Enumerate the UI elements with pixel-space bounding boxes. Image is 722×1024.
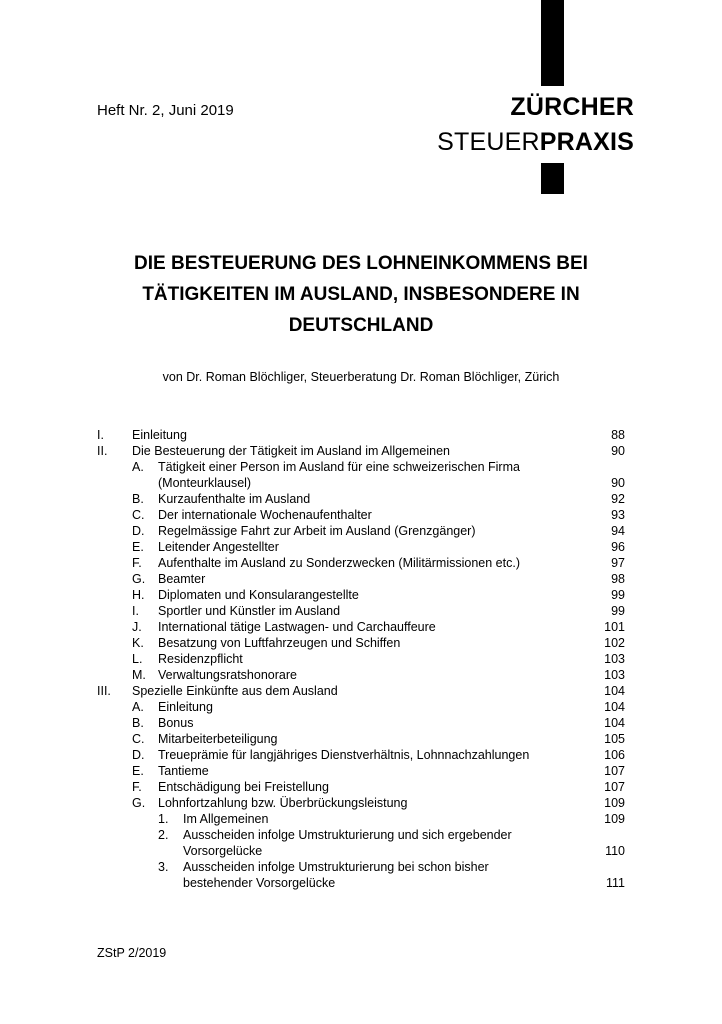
toc-entry-number: B. (132, 492, 144, 506)
toc-entry-number: E. (132, 764, 144, 778)
toc-entry-number: D. (132, 524, 145, 538)
toc-entry (0, 779, 722, 795)
title-line: DEUTSCHLAND (288, 315, 434, 336)
toc-entry-page: 111 (605, 876, 625, 890)
toc-entry (0, 555, 722, 571)
toc-entry (0, 747, 722, 763)
brand-bar-bottom (541, 163, 564, 194)
toc-entry-page: 109 (604, 796, 625, 810)
toc-entry-number: H. (132, 588, 145, 602)
toc-entry-page: 107 (604, 764, 625, 778)
toc-entry (0, 667, 722, 683)
brand-light: STEUER (437, 128, 540, 156)
toc-entry-page: 103 (604, 652, 625, 666)
toc-entry (0, 571, 722, 587)
table-of-contents (0, 427, 722, 891)
toc-entry-page: 103 (604, 668, 625, 682)
title-line: TÄTIGKEITEN IM AUSLAND, INSBESONDERE IN (142, 284, 580, 305)
toc-entry (0, 475, 722, 491)
toc-entry-page: 98 (611, 572, 625, 586)
toc-entry-title: Mitarbeiterbeteiligung (158, 732, 278, 746)
brand-line-2 (437, 128, 634, 157)
toc-entry-number: J. (132, 620, 142, 634)
toc-entry-title: Aufenthalte im Ausland zu Sonderzwecken (Militärmissionen etc.) (158, 556, 520, 570)
toc-entry-number: B. (132, 716, 144, 730)
toc-entry-number: M. (132, 668, 146, 682)
toc-entry-title: Vorsorgelücke (183, 844, 263, 858)
toc-entry (0, 635, 722, 651)
title-line: DIE BESTEUERUNG DES LOHNEINKOMMENS BEI (134, 253, 588, 274)
author-line: von Dr. Roman Blöchliger, Steuerberatung Dr. Roman Blöchliger, Zürich (162, 370, 560, 384)
toc-entry (0, 715, 722, 731)
toc-entry-title: Regelmässige Fahrt zur Arbeit im Ausland (Grenzgänger) (158, 524, 476, 538)
toc-entry-title: Residenzpflicht (158, 652, 243, 666)
toc-entry-page: 104 (604, 716, 625, 730)
toc-entry-title: Beamter (158, 572, 206, 586)
toc-entry-title: International tätige Lastwagen- und Carchauffeure (158, 620, 436, 634)
toc-entry-title: Ausscheiden infolge Umstrukturierung und sich ergebender (183, 828, 512, 842)
toc-entry-page: 96 (611, 540, 625, 554)
brand-line-1: ZÜRCHER (510, 93, 634, 121)
toc-entry (0, 443, 722, 459)
toc-entry (0, 875, 722, 891)
brand-bar-top (541, 0, 564, 86)
toc-entry-title: Diplomaten und Konsularangestellte (158, 588, 359, 602)
toc-entry-number: C. (132, 508, 145, 522)
toc-entry-page: 109 (604, 812, 625, 826)
toc-entry (0, 843, 722, 859)
toc-entry-number: F. (132, 556, 142, 570)
toc-entry-number: L. (132, 652, 143, 666)
toc-entry (0, 523, 722, 539)
toc-entry-title: Bonus (158, 716, 194, 730)
toc-entry-page: 107 (604, 780, 625, 794)
toc-entry (0, 795, 722, 811)
toc-entry-page: 110 (605, 844, 625, 858)
toc-entry-title: Einleitung (158, 700, 213, 714)
toc-entry-number: G. (132, 796, 146, 810)
toc-entry-number: I. (97, 428, 104, 442)
brand-bold: PRAXIS (539, 128, 634, 156)
toc-entry (0, 811, 722, 827)
toc-entry-title: Spezielle Einkünfte aus dem Ausland (132, 684, 338, 698)
toc-entry (0, 651, 722, 667)
toc-entry-page: 101 (604, 620, 625, 634)
toc-entry-title: Besatzung von Luftfahrzeugen und Schiffen (158, 636, 401, 650)
toc-entry-number: D. (132, 748, 145, 762)
toc-entry-page: 93 (611, 508, 625, 522)
toc-entry-title: bestehender Vorsorgelücke (183, 876, 336, 890)
toc-entry (0, 427, 722, 443)
toc-entry-title: Lohnfortzahlung bzw. Überbrückungsleistung (158, 796, 408, 810)
toc-entry-number: K. (132, 636, 144, 650)
toc-entry-page: 92 (611, 492, 625, 506)
toc-entry-title: Kurzaufenthalte im Ausland (158, 492, 311, 506)
toc-entry-title: Einleitung (132, 428, 187, 442)
toc-entry-title: Verwaltungsratshonorare (158, 668, 297, 682)
toc-entry-number: G. (132, 572, 146, 586)
issue-label: Heft Nr. 2, Juni 2019 (97, 102, 234, 119)
toc-entry-page: 104 (604, 684, 625, 698)
toc-entry-page: 102 (604, 636, 625, 650)
toc-entry-title: Die Besteuerung der Tätigkeit im Ausland im Allgemeinen (132, 444, 450, 458)
toc-entry-page: 104 (604, 700, 625, 714)
toc-entry-number: 1. (158, 812, 169, 826)
toc-entry-number: A. (132, 700, 144, 714)
toc-entry-number: C. (132, 732, 145, 746)
toc-entry-number: A. (132, 460, 144, 474)
toc-entry-title: Im Allgemeinen (183, 812, 269, 826)
toc-entry-title: (Monteurklausel) (158, 476, 252, 490)
toc-entry (0, 507, 722, 523)
toc-entry (0, 683, 722, 699)
toc-entry-page: 88 (611, 428, 625, 442)
toc-entry-title: Ausscheiden infolge Umstrukturierung bei schon bisher (183, 860, 489, 874)
toc-entry-number: III. (97, 684, 111, 698)
toc-entry-number: E. (132, 540, 144, 554)
toc-entry-page: 94 (611, 524, 625, 538)
toc-entry-page: 105 (604, 732, 625, 746)
article-title (80, 248, 642, 341)
toc-entry (0, 731, 722, 747)
toc-entry-page: 106 (604, 748, 625, 762)
toc-entry (0, 491, 722, 507)
toc-entry-number: F. (132, 780, 142, 794)
toc-entry-page: 99 (611, 604, 625, 618)
toc-entry-title: Sportler und Künstler im Ausland (158, 604, 341, 618)
toc-entry-page: 97 (611, 556, 625, 570)
toc-entry-title: Leitender Angestellter (158, 540, 279, 554)
toc-entry (0, 587, 722, 603)
toc-entry-page: 90 (611, 476, 625, 490)
toc-entry-number: II. (97, 444, 108, 458)
toc-entry (0, 603, 722, 619)
toc-entry-title: Treueprämie für langjähriges Dienstverhältnis, Lohnnachzahlungen (158, 748, 530, 762)
toc-entry-number: 2. (158, 828, 169, 842)
toc-entry-title: Tantieme (158, 764, 209, 778)
toc-entry (0, 827, 722, 843)
toc-entry-title: Der internationale Wochenaufenthalter (158, 508, 372, 522)
toc-entry (0, 539, 722, 555)
toc-entry-number: I. (132, 604, 139, 618)
toc-entry (0, 619, 722, 635)
toc-entry (0, 459, 722, 475)
toc-entry-page: 99 (611, 588, 625, 602)
toc-entry (0, 859, 722, 875)
page-footer: ZStP 2/2019 (97, 946, 167, 960)
toc-entry-number: 3. (158, 860, 169, 874)
toc-entry-title: Entschädigung bei Freistellung (158, 780, 329, 794)
toc-entry-title: Tätigkeit einer Person im Ausland für eine schweizerischen Firma (158, 460, 520, 474)
toc-entry-page: 90 (611, 444, 625, 458)
toc-entry (0, 699, 722, 715)
toc-entry (0, 763, 722, 779)
